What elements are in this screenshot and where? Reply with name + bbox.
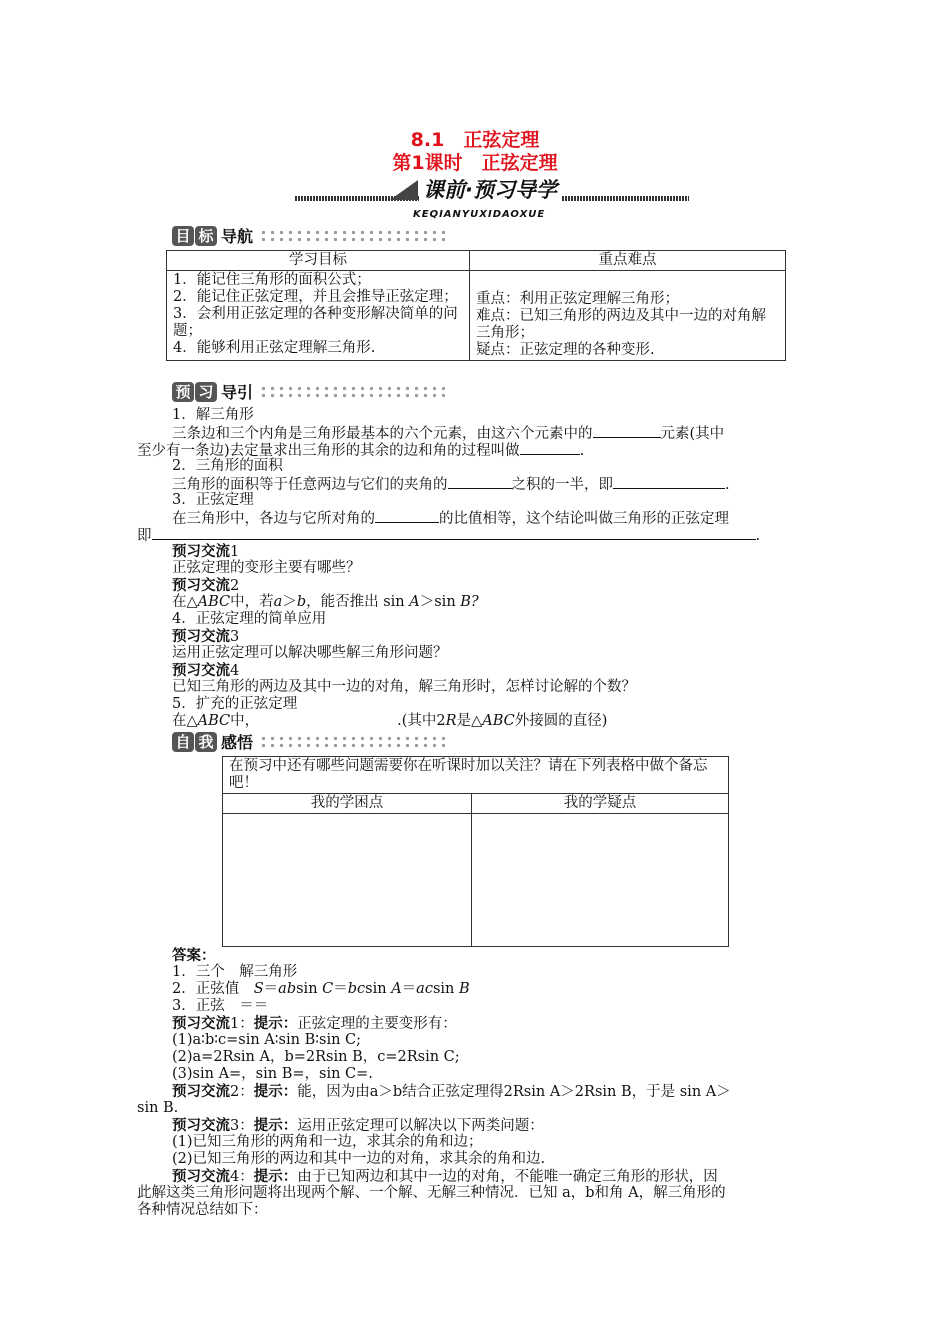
exchange-4-question: 已知三角形的两边及其中一边的对角，解三角形时，怎样讨论解的个数？ — [172, 679, 636, 695]
item-2-line: 三角形的面积等于任意两边与它们的夹角的 之积的一半，即 . — [172, 477, 730, 493]
item-5-heading: 5．扩充的正弦定理 — [172, 696, 298, 712]
banner-text: 课前·预习导学 — [419, 178, 561, 202]
section-header-goal — [172, 224, 449, 248]
text: 三角形的面积等于任意两边与它们的夹角的 — [172, 477, 448, 493]
header-text: 导引 — [221, 382, 254, 402]
answer-exchange-2 — [172, 1083, 731, 1101]
text: ＞sin — [419, 594, 461, 610]
text: 3： — [230, 1118, 254, 1134]
blank — [448, 475, 512, 489]
item-1-line: 至少有一条边)去定量求出三角形的其余的边和角的过程叫做 . — [137, 443, 585, 459]
text: 预习交流 — [172, 1117, 230, 1134]
answer-line: 此解这类三角形问题将出现两个解、一个解、无解三种情况．已知 a，b和角 A，解三角形的 — [137, 1185, 726, 1201]
exchange-3-question: 运用正弦定理可以解决哪些解三角形问题？ — [172, 645, 448, 661]
answer-1: 1．三个 解三角形 — [172, 964, 298, 980]
text: ＝ — [401, 981, 417, 997]
text: 预习交流 — [172, 1083, 230, 1100]
text: 外接圆的直径) — [514, 713, 608, 729]
memo-col-2-header: 我的学疑点 — [472, 794, 729, 814]
text: A — [409, 594, 420, 610]
text: 是△ — [456, 713, 483, 729]
text: 至少有一条边)去定量求出三角形的其余的边和角的过程叫做 — [137, 443, 520, 459]
section-banner — [295, 178, 689, 220]
answer-exchange-3 — [172, 1117, 544, 1135]
exchange-number: 4 — [230, 663, 240, 679]
blank — [593, 424, 661, 438]
exchange-2-question — [172, 594, 479, 611]
exchange-1-question: 正弦定理的变形主要有哪些？ — [172, 560, 361, 576]
text: ＞ — [282, 594, 297, 610]
text: A — [391, 981, 402, 997]
text: sin — [365, 981, 392, 997]
text: ABC — [482, 713, 515, 729]
text: 2： — [230, 1084, 254, 1100]
text: 预习交流 — [172, 1015, 230, 1032]
section-header-reflect — [172, 730, 449, 754]
goal-left-cell — [167, 271, 470, 361]
text: ，能否推出 sin — [306, 594, 410, 610]
header-box: 我 — [195, 732, 217, 752]
banner-triangle — [390, 180, 418, 200]
text: 三条边和三个内角是三角形最基本的六个元素，由这六个元素中的 — [172, 426, 593, 442]
exchange-3 — [172, 628, 239, 646]
text: 中， — [230, 713, 260, 729]
answer-line: sin B. — [137, 1100, 179, 1116]
exchange-label: 预习交流 — [172, 662, 230, 679]
header-text: 感悟 — [221, 732, 254, 752]
text: S — [253, 981, 264, 997]
memo-col-1-header: 我的学困点 — [223, 794, 472, 814]
text: 在三角形中，各边与它所对角的 — [172, 511, 375, 527]
answer-exchange-1 — [172, 1015, 457, 1033]
text: .(其中2 — [397, 713, 446, 729]
goal-item: 3．会利用正弦定理的各种变形解决简单的问题； — [173, 306, 458, 339]
text: 之积的一半，即 — [511, 477, 613, 493]
header-box: 标 — [195, 226, 217, 246]
answer-line: (2)a=2Rsin A，b=2Rsin B，c=2Rsin C; — [172, 1049, 460, 1065]
header-box: 预 — [172, 382, 194, 402]
header-dots — [259, 385, 449, 399]
text: ABC — [197, 594, 231, 610]
blank — [613, 475, 725, 489]
exchange-number: 2 — [230, 578, 240, 594]
goal-item: 4．能够利用正弦定理解三角形. — [173, 340, 376, 356]
goal-right-cell — [470, 271, 786, 361]
text: 4： — [230, 1169, 254, 1185]
text: 由于已知两边和其中一边的对角，不能唯一确定三角形的形状，因 — [297, 1169, 718, 1185]
item-5-line — [172, 713, 607, 730]
text: 提示： — [253, 1117, 298, 1134]
answer-line: (2)已知三角形的两边和其中一边的对角，求其余的角和边. — [172, 1151, 546, 1167]
header-dots — [259, 735, 449, 749]
section-header-preview — [172, 380, 449, 404]
lesson-title: 8.1 正弦定理 — [410, 129, 540, 151]
exchange-number: 3 — [230, 629, 240, 645]
answers-label: 答案： — [172, 947, 216, 964]
header-dots — [259, 229, 449, 243]
key-item: 重点：利用正弦定理解三角形； — [476, 291, 679, 307]
text: 正弦定理的主要变形有： — [297, 1016, 457, 1032]
text: 即 — [137, 528, 152, 544]
text: ABC — [197, 713, 231, 729]
lesson-subtitle: 第1课时 正弦定理 — [392, 152, 558, 174]
header-box: 习 — [195, 382, 217, 402]
text: ＝ — [263, 981, 279, 997]
key-item: 疑点：正弦定理的各种变形. — [476, 342, 655, 358]
text: ac — [416, 981, 433, 997]
text: 元素(其中 — [660, 426, 725, 442]
text: 中，若 — [230, 594, 274, 610]
goal-header-right: 重点难点 — [470, 251, 786, 271]
memo-table — [222, 756, 729, 947]
memo-cell-1[interactable] — [223, 814, 472, 947]
header-box: 自 — [172, 732, 194, 752]
text: 提示： — [253, 1015, 298, 1032]
text: 提示： — [253, 1168, 298, 1185]
text: ab — [278, 981, 297, 997]
text: 能，因为由a＞b结合正弦定理得2Rsin A＞2Rsin B，于是 sin A＞ — [297, 1084, 731, 1100]
text: sin — [432, 981, 459, 997]
answer-line: (1)已知三角形的两角和一边，求其余的角和边； — [172, 1134, 483, 1150]
text: 1： — [230, 1016, 254, 1032]
text: bc — [347, 981, 366, 997]
item-2-heading: 2．三角形的面积 — [172, 458, 283, 474]
text: 的比值相等，这个结论叫做三角形的正弦定理 — [439, 511, 729, 527]
goal-item: 2．能记住正弦定理，并且会推导正弦定理； — [173, 289, 458, 305]
text: C — [322, 981, 334, 997]
text: sin — [296, 981, 323, 997]
memo-cell-2[interactable] — [472, 814, 729, 947]
exchange-label: 预习交流 — [172, 543, 230, 560]
goal-header-left: 学习目标 — [167, 251, 470, 271]
header-text: 导航 — [221, 226, 254, 246]
text: 2．正弦值 — [172, 981, 254, 997]
exchange-1 — [172, 543, 239, 561]
exchange-2 — [172, 577, 239, 595]
item-3-line: 即 . — [137, 528, 761, 544]
text: a — [273, 594, 283, 610]
blank — [520, 441, 580, 455]
key-item: 难点：已知三角形的两边及其中一边的对角解三角形； — [476, 308, 766, 341]
answer-line: (3)sin A=，sin B=，sin C=. — [172, 1066, 373, 1082]
blank — [375, 509, 439, 523]
exchange-4 — [172, 662, 239, 680]
item-3-heading: 3．正弦定理 — [172, 492, 254, 508]
goal-item: 1．能记住三角形的面积公式； — [173, 272, 371, 288]
goal-table — [166, 250, 786, 361]
text: R — [445, 713, 457, 729]
text: 预习交流 — [172, 1168, 230, 1185]
memo-intro: 在预习中还有哪些问题需要你在听课时加以关注？请在下列表格中做个备忘吧！ — [223, 757, 729, 794]
header-box: 目 — [172, 226, 194, 246]
blank — [152, 526, 756, 540]
exchange-label: 预习交流 — [172, 628, 230, 645]
text: B — [458, 981, 470, 997]
text: b — [296, 594, 307, 610]
item-4-heading: 4．正弦定理的简单应用 — [172, 611, 327, 627]
answer-exchange-4 — [172, 1168, 718, 1186]
text: B? — [460, 594, 479, 610]
text: 运用正弦定理可以解决以下两类问题： — [297, 1118, 544, 1134]
text: 在△ — [172, 594, 198, 610]
exchange-number: 1 — [230, 544, 240, 560]
answer-line: 各种情况总结如下： — [137, 1202, 268, 1218]
banner-subtext: KEQIANYUXIDAOXUE — [413, 209, 546, 220]
text: ＝ — [333, 981, 348, 997]
answer-line: (1)a∶b∶c=sin A∶sin B∶sin C; — [172, 1032, 362, 1048]
item-1-heading: 1．解三角形 — [172, 407, 254, 423]
answer-2 — [172, 981, 470, 998]
exchange-label: 预习交流 — [172, 577, 230, 594]
text: 提示： — [253, 1083, 298, 1100]
answer-3: 3．正弦 ＝＝ — [172, 998, 269, 1014]
text: 在△ — [172, 713, 198, 729]
